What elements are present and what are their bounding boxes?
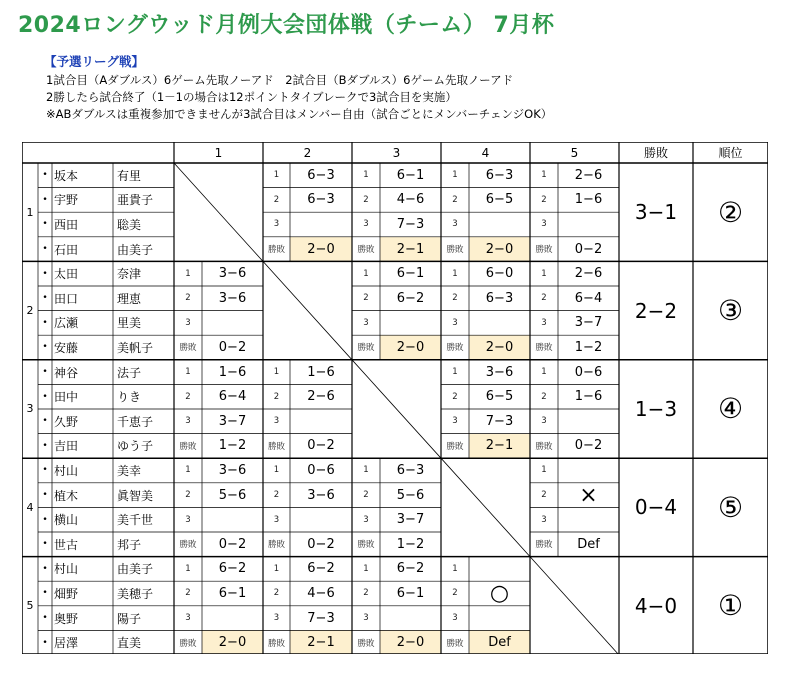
result-label: 勝敗 [535,245,553,256]
game-number: 3 [185,613,191,624]
match-result: 2−1 [307,635,335,651]
member-given-name: 美幸 [117,463,142,478]
game-number: 3 [541,514,547,525]
game-score: 2−6 [574,167,603,183]
col-header-1: 1 [214,145,223,160]
self-match-diagonal [263,261,352,359]
game-score: 3−6 [218,266,247,282]
game-number: 2 [541,194,547,205]
result-label: 勝敗 [357,343,375,354]
default-symbol: × [579,482,598,508]
result-label: 勝敗 [179,343,197,354]
match-result: 2−0 [396,635,425,651]
rule-note: 2勝したら試合終了（1－1の場合は12ポイントタイブレークで3試合目を実施） [46,90,457,104]
game-score: 4−6 [307,585,335,601]
game-score: 6−1 [396,266,425,282]
game-number: 1 [363,268,369,279]
member-given-name: 理恵 [117,291,142,306]
team-record: 1−3 [634,396,678,421]
game-score: 6−3 [307,167,335,183]
result-label: 勝敗 [357,638,375,649]
member-bullet-icon: • [42,563,48,574]
member-surname: 石田 [54,242,79,257]
member-surname: 広瀬 [54,316,79,331]
game-number: 1 [185,563,191,574]
member-bullet-icon: • [42,416,48,427]
game-number: 2 [185,588,191,599]
member-surname: 居澤 [54,636,79,651]
team-rank: ④ [717,392,744,426]
result-label: 勝敗 [446,343,464,354]
team-rank: ① [717,589,744,623]
game-score: 6−1 [396,585,425,601]
member-given-name: 直美 [117,636,142,651]
member-surname: 横山 [54,513,79,528]
game-number: 1 [452,268,458,279]
page-title: 2024ロングウッド月例大会団体戦（チーム） 7月杯 [18,13,555,38]
game-number: 2 [273,391,280,402]
game-score: 0−6 [574,364,603,380]
game-score: 1−6 [574,389,603,405]
game-number: 3 [452,416,458,427]
game-number: 3 [185,514,191,525]
match-result: Def [488,635,511,651]
game-score: 1−6 [307,364,335,380]
result-label: 勝敗 [446,441,464,452]
game-number: 2 [541,391,547,402]
team-number: 1 [26,205,34,219]
self-match-diagonal [352,360,441,458]
game-number: 1 [185,268,191,279]
game-number: 1 [452,170,458,181]
game-number: 1 [273,170,280,181]
match-result: 1−2 [396,536,425,552]
game-number: 2 [363,194,369,205]
game-score: 6−0 [485,266,514,282]
col-header-3: 3 [392,145,401,160]
member-bullet-icon: • [42,465,48,476]
member-given-name: ゆう子 [117,439,154,454]
game-score: 5−6 [218,487,247,503]
game-number: 1 [541,268,547,279]
member-bullet-icon: • [42,514,48,525]
team-number: 5 [26,599,34,613]
game-number: 3 [541,416,547,427]
result-label: 勝敗 [179,638,197,649]
member-surname: 奥野 [54,611,79,626]
game-score: 2−6 [574,266,603,282]
member-bullet-icon: • [42,440,48,451]
game-score: 6−3 [396,462,425,478]
game-number: 2 [273,490,280,501]
game-number: 2 [273,588,280,599]
game-score: 0−6 [307,462,335,478]
member-surname: 畑野 [54,586,79,601]
self-match-diagonal [174,163,263,261]
game-number: 2 [363,588,369,599]
game-score: 2−6 [307,389,335,405]
member-surname: 坂本 [54,168,79,183]
default-symbol: ○ [489,580,510,606]
game-score: 5−6 [396,487,425,503]
game-number: 2 [452,588,458,599]
game-score: 6−2 [396,290,425,306]
member-bullet-icon: • [42,637,48,648]
match-result: 0−2 [218,536,247,552]
member-given-name: 千恵子 [117,414,154,429]
member-surname: 植木 [54,488,79,503]
result-label: 勝敗 [179,540,197,551]
game-number: 3 [273,613,280,624]
member-surname: 村山 [54,463,79,478]
game-score [202,606,263,631]
rule-note: 1試合目（Aダブルス）6ゲーム先取ノーアド 2試合目（Bダブルス）6ゲーム先取ノーアド [46,73,514,87]
result-label: 勝敗 [446,638,464,649]
game-number: 2 [452,293,458,304]
game-number: 2 [452,194,458,205]
result-label: 勝敗 [535,441,553,452]
result-label: 勝敗 [446,245,464,256]
result-label: 勝敗 [357,245,375,256]
game-number: 3 [541,317,547,328]
team-rank: ② [717,195,744,229]
team-rank: ③ [717,294,744,328]
result-label: 勝敗 [267,638,285,649]
team-rank: ⑤ [717,490,744,524]
col-header-rank: 順位 [718,146,743,160]
member-bullet-icon: • [42,194,48,205]
game-score [380,311,441,336]
team-record: 4−0 [634,593,678,618]
team-record: 2−2 [634,298,678,323]
game-number: 2 [185,391,191,402]
game-number: 2 [185,293,191,304]
game-number: 3 [363,514,369,525]
member-surname: 宇野 [54,193,79,208]
self-match-diagonal [530,557,619,654]
game-number: 2 [541,490,547,501]
self-match-diagonal [441,458,530,556]
member-given-name: 由美子 [117,242,154,257]
game-score: 6−1 [218,585,247,601]
game-number: 2 [273,194,280,205]
match-result: 2−0 [485,339,514,355]
game-number: 3 [185,317,191,328]
member-given-name: 有里 [117,168,142,183]
game-score: 1−6 [574,192,603,208]
member-surname: 久野 [54,414,79,429]
game-score [558,212,619,237]
member-given-name: 美帆子 [117,340,154,355]
member-given-name: 法子 [117,365,142,380]
game-score: 6−3 [485,290,514,306]
rule-note: ※ABダブルスは重複参加できませんが3試合目はメンバー自由（試合ごとにメンバーチェンジOK） [46,107,553,121]
league-subtitle: 【予選リーグ戦】 [44,54,145,69]
result-label: 勝敗 [267,441,285,452]
col-header-2: 2 [303,145,312,160]
member-bullet-icon: • [42,391,48,402]
member-bullet-icon: • [42,219,48,230]
game-score: 6−3 [307,192,335,208]
game-number: 1 [452,563,458,574]
member-bullet-icon: • [42,268,48,279]
game-number: 3 [541,219,547,230]
member-bullet-icon: • [42,490,48,501]
member-bullet-icon: • [42,244,48,255]
game-score: 6−2 [218,561,247,577]
game-score [290,212,352,237]
game-score [290,409,352,434]
col-header-4: 4 [481,145,490,160]
match-result: 2−0 [396,339,425,355]
game-number: 3 [363,219,369,230]
member-surname: 神谷 [54,365,79,380]
match-result: 2−0 [485,241,514,257]
match-result: 1−2 [218,438,247,454]
team-record: 0−4 [634,495,678,520]
game-score [202,507,263,532]
member-surname: 吉田 [54,439,79,454]
game-number: 1 [541,465,547,476]
member-given-name: 里美 [117,316,142,331]
game-score: 6−2 [307,561,335,577]
game-score: 3−6 [307,487,335,503]
game-number: 3 [363,613,369,624]
team-number: 2 [26,304,34,318]
game-score: 7−3 [485,413,514,429]
game-number: 2 [541,293,547,304]
game-number: 2 [363,293,369,304]
member-given-name: りき [117,390,142,405]
result-label: 勝敗 [179,441,197,452]
game-number: 2 [185,490,191,501]
match-result: 1−2 [574,339,603,355]
result-label: 勝敗 [357,540,375,551]
member-bullet-icon: • [42,588,48,599]
game-score: 3−7 [574,315,603,331]
col-header-record: 勝敗 [643,146,668,160]
member-bullet-icon: • [42,613,48,624]
match-result: Def [577,536,600,552]
game-score [469,311,530,336]
game-number: 1 [273,367,280,378]
result-label: 勝敗 [267,540,285,551]
member-bullet-icon: • [42,293,48,304]
game-score: 6−4 [218,389,247,405]
match-result: 0−2 [574,438,603,454]
member-surname: 太田 [54,267,79,282]
game-number: 3 [273,416,280,427]
result-label: 勝敗 [535,343,553,354]
member-given-name: 美千世 [117,513,154,528]
game-number: 1 [452,367,458,378]
game-score: 3−6 [485,364,514,380]
member-bullet-icon: • [42,317,48,328]
game-number: 2 [452,391,458,402]
game-score: 6−1 [396,167,425,183]
game-score [290,507,352,532]
member-bullet-icon: • [42,170,48,181]
league-table [22,142,768,654]
member-given-name: 聡美 [117,217,142,232]
game-number: 1 [363,170,369,181]
game-score: 3−6 [218,462,247,478]
col-header-5: 5 [570,145,579,160]
game-score [469,212,530,237]
game-number: 3 [452,219,458,230]
game-score [558,409,619,434]
game-number: 2 [363,490,369,501]
match-result: 0−2 [307,438,335,454]
game-score: 6−5 [485,192,514,208]
game-number: 1 [185,367,191,378]
game-number: 1 [363,465,369,476]
member-surname: 田口 [54,291,79,306]
game-number: 1 [273,563,280,574]
match-result: 0−2 [574,241,603,257]
team-number: 3 [26,402,34,416]
game-score: 6−2 [396,561,425,577]
match-result: 2−0 [307,241,335,257]
game-number: 1 [541,367,547,378]
game-number: 3 [273,514,280,525]
game-number: 3 [273,219,280,230]
game-number: 1 [273,465,280,476]
match-result: 2−1 [396,241,425,257]
game-number: 3 [363,317,369,328]
member-given-name: 陽子 [117,611,142,626]
game-number: 3 [452,613,458,624]
game-number: 1 [541,170,547,181]
match-result: 2−1 [485,438,514,454]
match-result: 0−2 [218,339,247,355]
game-score: 6−3 [485,167,514,183]
result-label: 勝敗 [535,540,553,551]
member-given-name: 邦子 [117,537,142,552]
match-result: 0−2 [307,536,335,552]
member-given-name: 奈津 [117,267,142,282]
member-surname: 西田 [54,217,79,232]
game-number: 3 [185,416,191,427]
result-label: 勝敗 [267,245,285,256]
game-score: 3−6 [218,290,247,306]
game-score: 6−4 [574,290,603,306]
member-bullet-icon: • [42,342,48,353]
team-number: 4 [26,500,34,514]
member-surname: 安藤 [54,340,79,355]
game-score: 7−3 [307,610,335,626]
game-score: 3−7 [218,413,247,429]
game-number: 1 [185,465,191,476]
game-score: 1−6 [218,364,247,380]
member-given-name: 美穂子 [117,586,154,601]
game-number: 3 [452,317,458,328]
game-score: 6−5 [485,389,514,405]
game-score [202,311,263,336]
game-number: 1 [363,563,369,574]
team-record: 3−1 [634,200,678,225]
member-bullet-icon: • [42,367,48,378]
game-score [380,606,441,631]
member-surname: 村山 [54,562,79,577]
member-given-name: 由美子 [117,562,154,577]
game-score: 3−7 [396,512,425,528]
member-given-name: 亜貴子 [117,193,154,208]
member-bullet-icon: • [42,539,48,550]
game-score: 7−3 [396,216,425,232]
game-score: 4−6 [396,192,425,208]
member-given-name: 眞智美 [117,488,154,503]
member-surname: 世古 [54,537,79,552]
match-result: 2−0 [218,635,247,651]
member-surname: 田中 [54,390,79,405]
